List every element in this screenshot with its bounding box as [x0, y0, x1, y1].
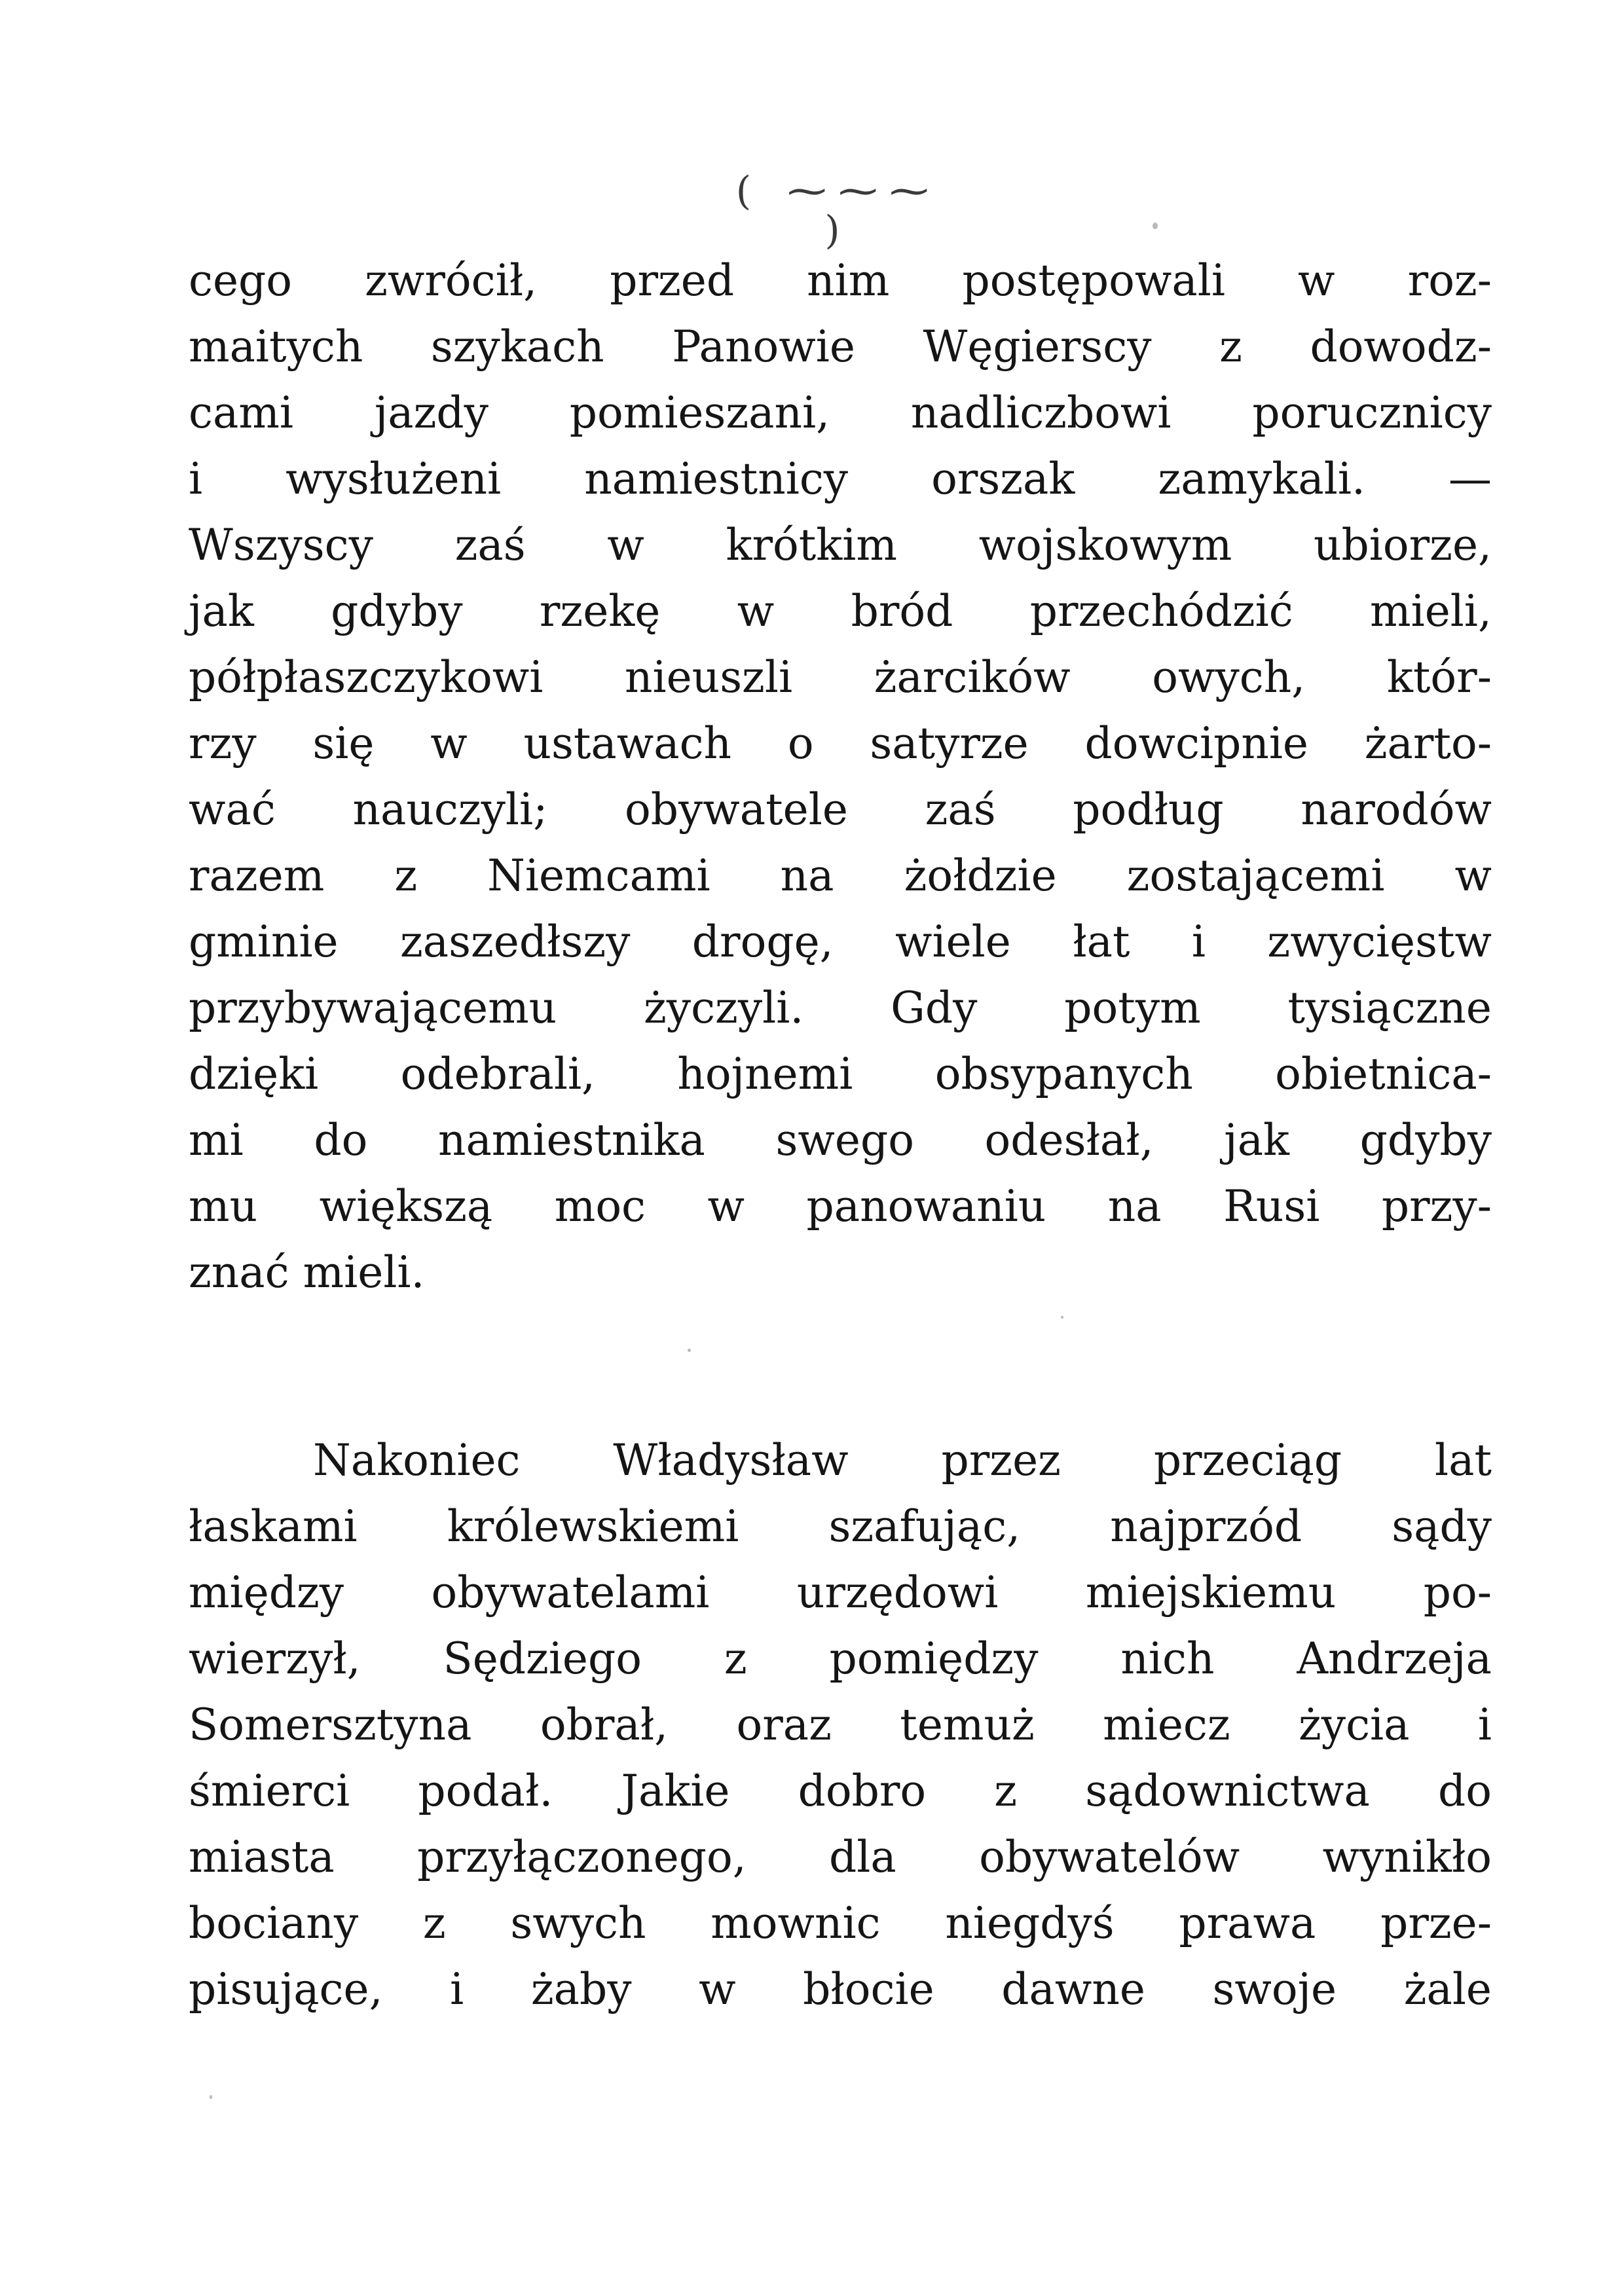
text-line: Wszyscy zaś w krótkim wojskowym ubiorze, [189, 520, 1492, 570]
text-line: i wysłużeni namiestnicy orszak zamykali. — [189, 454, 1492, 504]
text-line: bociany z swych mownic niegdyś prawa prze- [189, 1898, 1492, 1948]
page-number-mark: ( ⁓⁓⁓ ) [735, 168, 941, 253]
text-line: pisujące, i żaby w błocie dawne swoje żale [189, 1964, 1492, 2014]
text-line: półpłaszczykowi nieuszli żarcików owych, któr- [189, 652, 1492, 702]
text-line: razem z Niemcami na żołdzie zostającemi w [189, 850, 1492, 901]
paragraph-2 [189, 1427, 1492, 2022]
text-line: Somersztyna obrał, oraz temuż miecz życia i [189, 1700, 1492, 1750]
text-line: przybywającemu życzyli. Gdy potym tysiączne [189, 983, 1492, 1033]
text-line: mi do namiestnika swego odesłał, jak gdyby [189, 1115, 1492, 1165]
text-line: maitych szykach Panowie Węgierscy z dowodz- [189, 321, 1492, 372]
text-line: śmierci podał. Jakie dobro z sądownictwa do [189, 1766, 1492, 1816]
text-line: gminie zaszedłszy drogę, wiele łat i zwycięstw [189, 917, 1492, 967]
text-line: mu większą moc w panowaniu na Rusi przy- [189, 1181, 1492, 1231]
text-line: wierzył, Sędziego z pomiędzy nich Andrzeja [189, 1633, 1492, 1684]
text-line: Nakoniec Władysław przez przeciąg lat [313, 1435, 1492, 1485]
print-speck [1153, 223, 1158, 229]
text-line: rzy się w ustawach o satyrze dowcipnie żarto- [189, 718, 1492, 769]
paragraph-1 [189, 247, 1492, 1305]
text-line: wać nauczyli; obywatele zaś podług narodów [189, 784, 1492, 835]
text-line: łaskami królewskiemi szafując, najprzód sądy [189, 1501, 1492, 1552]
text-line: cego zwrócił, przed nim postępowali w roz- [189, 255, 1492, 306]
print-speck [210, 2095, 212, 2099]
text-line: dzięki odebrali, hojnemi obsypanych obietnica- [189, 1049, 1492, 1099]
text-line: między obywatelami urzędowi miejskiemu po- [189, 1567, 1492, 1618]
print-speck [1061, 1316, 1063, 1319]
text-line: znać mieli. [189, 1247, 425, 1298]
text-line: miasta przyłączonego, dla obywatelów wynikło [189, 1832, 1492, 1882]
text-line: cami jazdy pomieszani, nadliczbowi porucznicy [189, 388, 1492, 438]
print-speck [688, 1349, 691, 1352]
text-line: jak gdyby rzekę w bród przechódzić mieli, [189, 586, 1492, 636]
